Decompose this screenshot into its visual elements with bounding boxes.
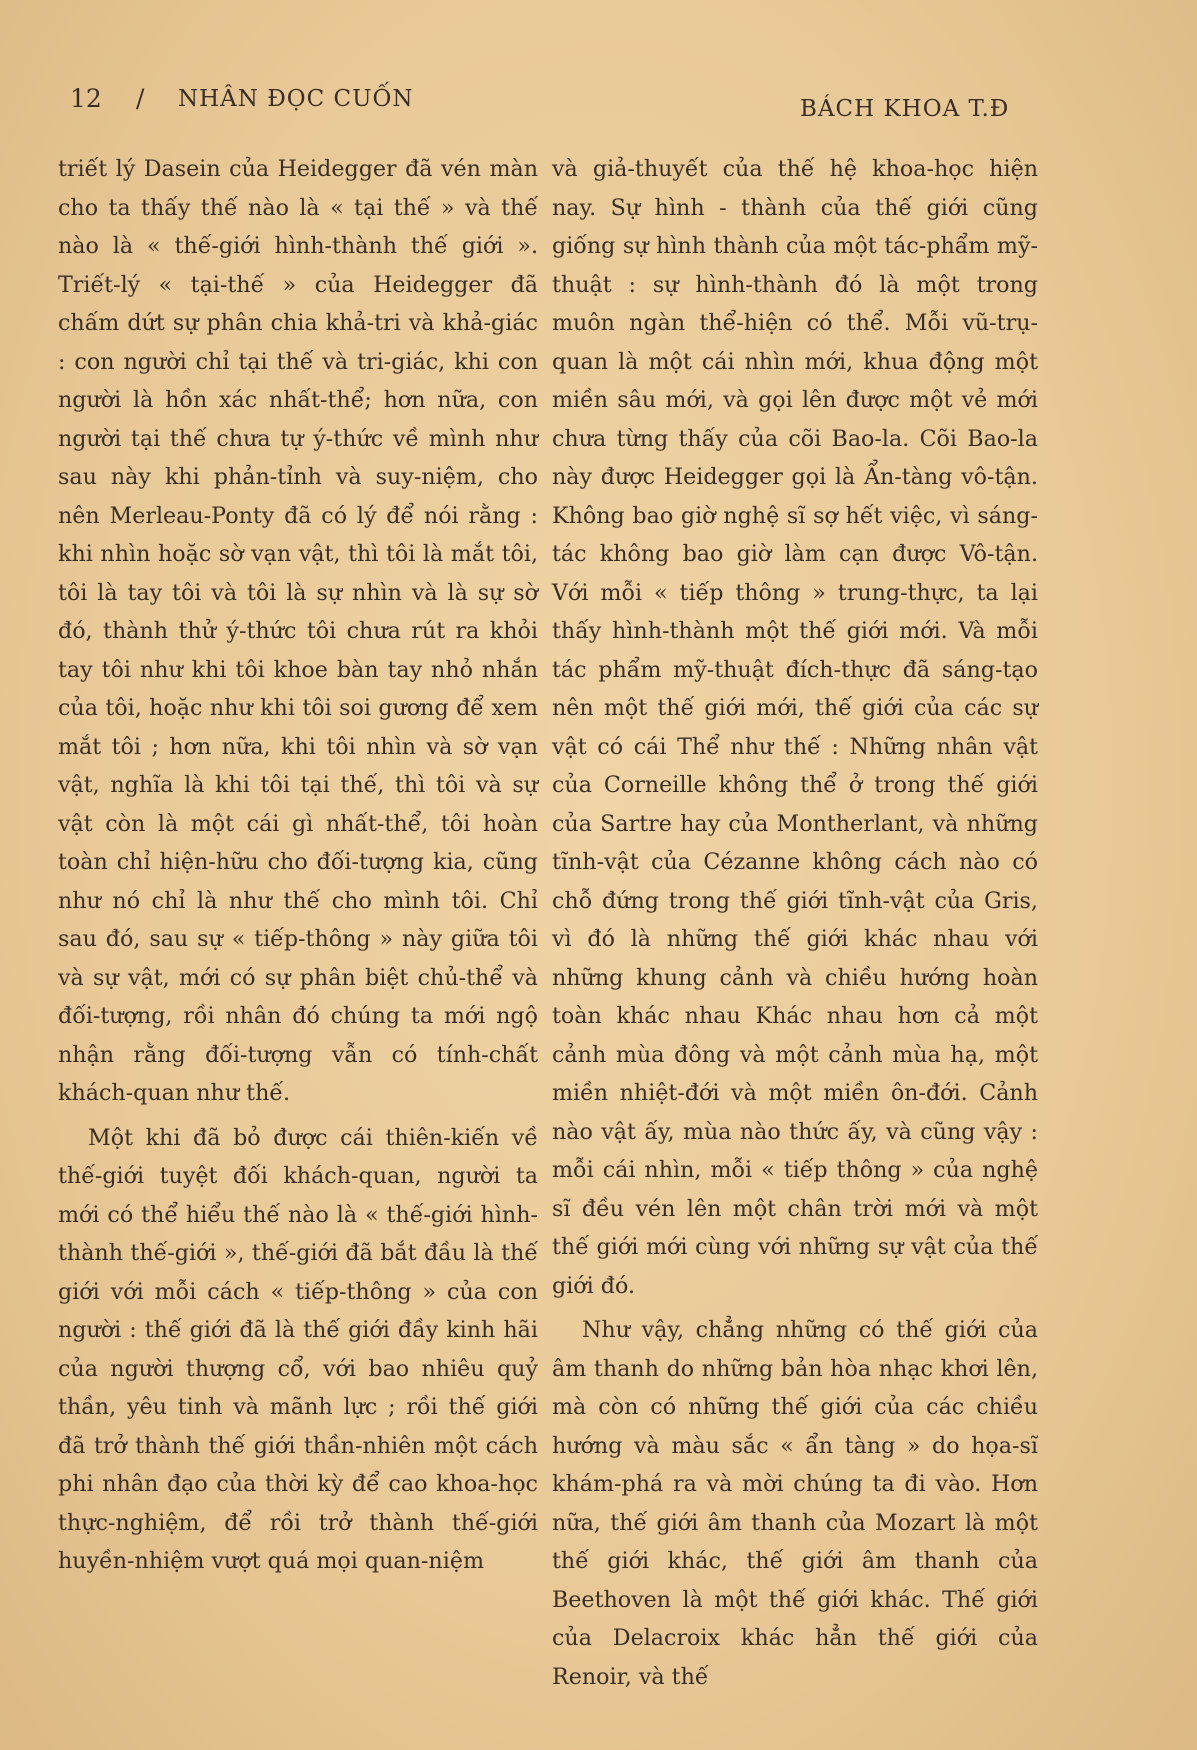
paragraph: triết lý Dasein của Heidegger đã vén màn cho ta thấy thế nào là « tại thế » và thế nào là « thế-giới hình-thành thế giới ». Triết-lý « tại-thế » của Heidegger đã chấm dứt sự phân chia khả-tri và khả-giác : con người chỉ tại thế và tri-giác, khi con người là hồn xác nhất-thể; hơn nữa, con người tại thế chưa tự ý-thức về mình như sau này khi phản-tỉnh và suy-niệm, cho nên Merleau-Ponty đã có lý để nói rằng : khi nhìn hoặc sờ vạn vật, thì tôi là mắt tôi, tôi là tay tôi và tôi là sự nhìn và là sự sờ đó, thành thử ý-thức tôi chưa rút ra khỏi tay tôi như khi tôi khoe bàn tay nhỏ nhắn của tôi, hoặc như khi tôi soi gương để xem mắt tôi ; hơn nữa, khi tôi nhìn và sờ vạn vật, nghĩa là khi tôi tại thế, thì tôi và sự vật còn là một cái gì nhất-thể, tôi hoàn toàn chỉ hiện-hữu cho đối-tượng kia, cũng như nó chỉ là như thế cho mình tôi. Chỉ sau đó, sau sự « tiếp-thông » này giữa tôi và sự vật, mới có sự phân biệt chủ-thể và đối-tượng, rồi nhân đó chúng ta mới ngộ nhận rằng đối-tượng vẫn có tính-chất khách-quan như thế. <box>58 156 538 1106</box>
running-title-right: BÁCH KHOA T.Đ <box>800 96 1010 122</box>
right-column <box>552 150 1038 1696</box>
page-header <box>0 78 1197 128</box>
paragraph: Như vậy, chẳng những có thế giới của âm thanh do những bản hòa nhạc khơi lên, mà còn có những thế giới của các chiều hướng và màu sắc « ẩn tàng » do họa-sĩ khám-phá ra và mời chúng ta đi vào. Hơn nữa, thế giới âm thanh của Mozart là một thế giới khác, thế giới âm thanh của Beethoven là một thế giới khác. Thế giới của Delacroix khác hẳn thế giới của Renoir, và thế <box>552 1317 1038 1690</box>
page-number: 12 <box>70 84 102 113</box>
left-column <box>58 150 538 1581</box>
header-separator: / <box>136 84 145 113</box>
paragraph: và giả-thuyết của thế hệ khoa-học hiện nay. Sự hình - thành của thế giới cũng giống sự hình thành của một tác-phẩm mỹ-thuật : sự hình-thành đó là một trong muôn ngàn thể-hiện có thể. Mỗi vũ-trụ-quan là một cái nhìn mới, khua động một miền sâu mới, và gọi lên được một vẻ mới chưa từng thấy của cõi Bao-la. Cõi Bao-la này được Heidegger gọi là Ẩn-tàng vô-tận. Không bao giờ nghệ sĩ sợ hết việc, vì sáng-tác không bao giờ làm cạn được Vô-tận. Với mỗi « tiếp thông » trung-thực, ta lại thấy hình-thành một thế giới mới. Và mỗi tác phẩm mỹ-thuật đích-thực đã sáng-tạo nên một thế giới mới, thế giới của các sự vật có cái Thể như thế : Những nhân vật của Corneille không thể ở trong thế giới của Sartre hay của Montherlant, và những tĩnh-vật của Cézanne không cách nào có chỗ đứng trong thế giới tĩnh-vật của Gris, vì đó là những thế giới khác nhau với những khung cảnh và chiều hướng hoàn toàn khác nhau Khác nhau hơn cả một cảnh mùa đông và một cảnh mùa hạ, một miền nhiệt-đới và một miền ôn-đới. Cảnh nào vật ấy, mùa nào thức ấy, và cũng vậy : mỗi cái nhìn, mỗi « tiếp thông » của nghệ sĩ đều vén lên một chân trời mới và một thế giới mới cùng với những sự vật của thế giới đó. <box>552 156 1038 1299</box>
running-title-left: NHÂN ĐỌC CUỐN <box>178 86 414 112</box>
paragraph: Một khi đã bỏ được cái thiên-kiến về thế-giới tuyệt đối khách-quan, người ta mới có thể hiểu thế nào là « thế-giới hình-thành thế-giới », thế-giới đã bắt đầu là thế giới với mỗi cách « tiếp-thông » của con người : thế giới đã là thế giới đầy kinh hãi của người thượng cổ, với bao nhiêu quỷ thần, yêu tinh và mãnh lực ; rồi thế giới đã trở thành thế giới thần-nhiên một cách phi nhân đạo của thời kỳ để cao khoa-học thực-nghiệm, để rồi trở thành thế-giới huyền-nhiệm vượt quá mọi quan-niệm <box>58 1124 538 1574</box>
